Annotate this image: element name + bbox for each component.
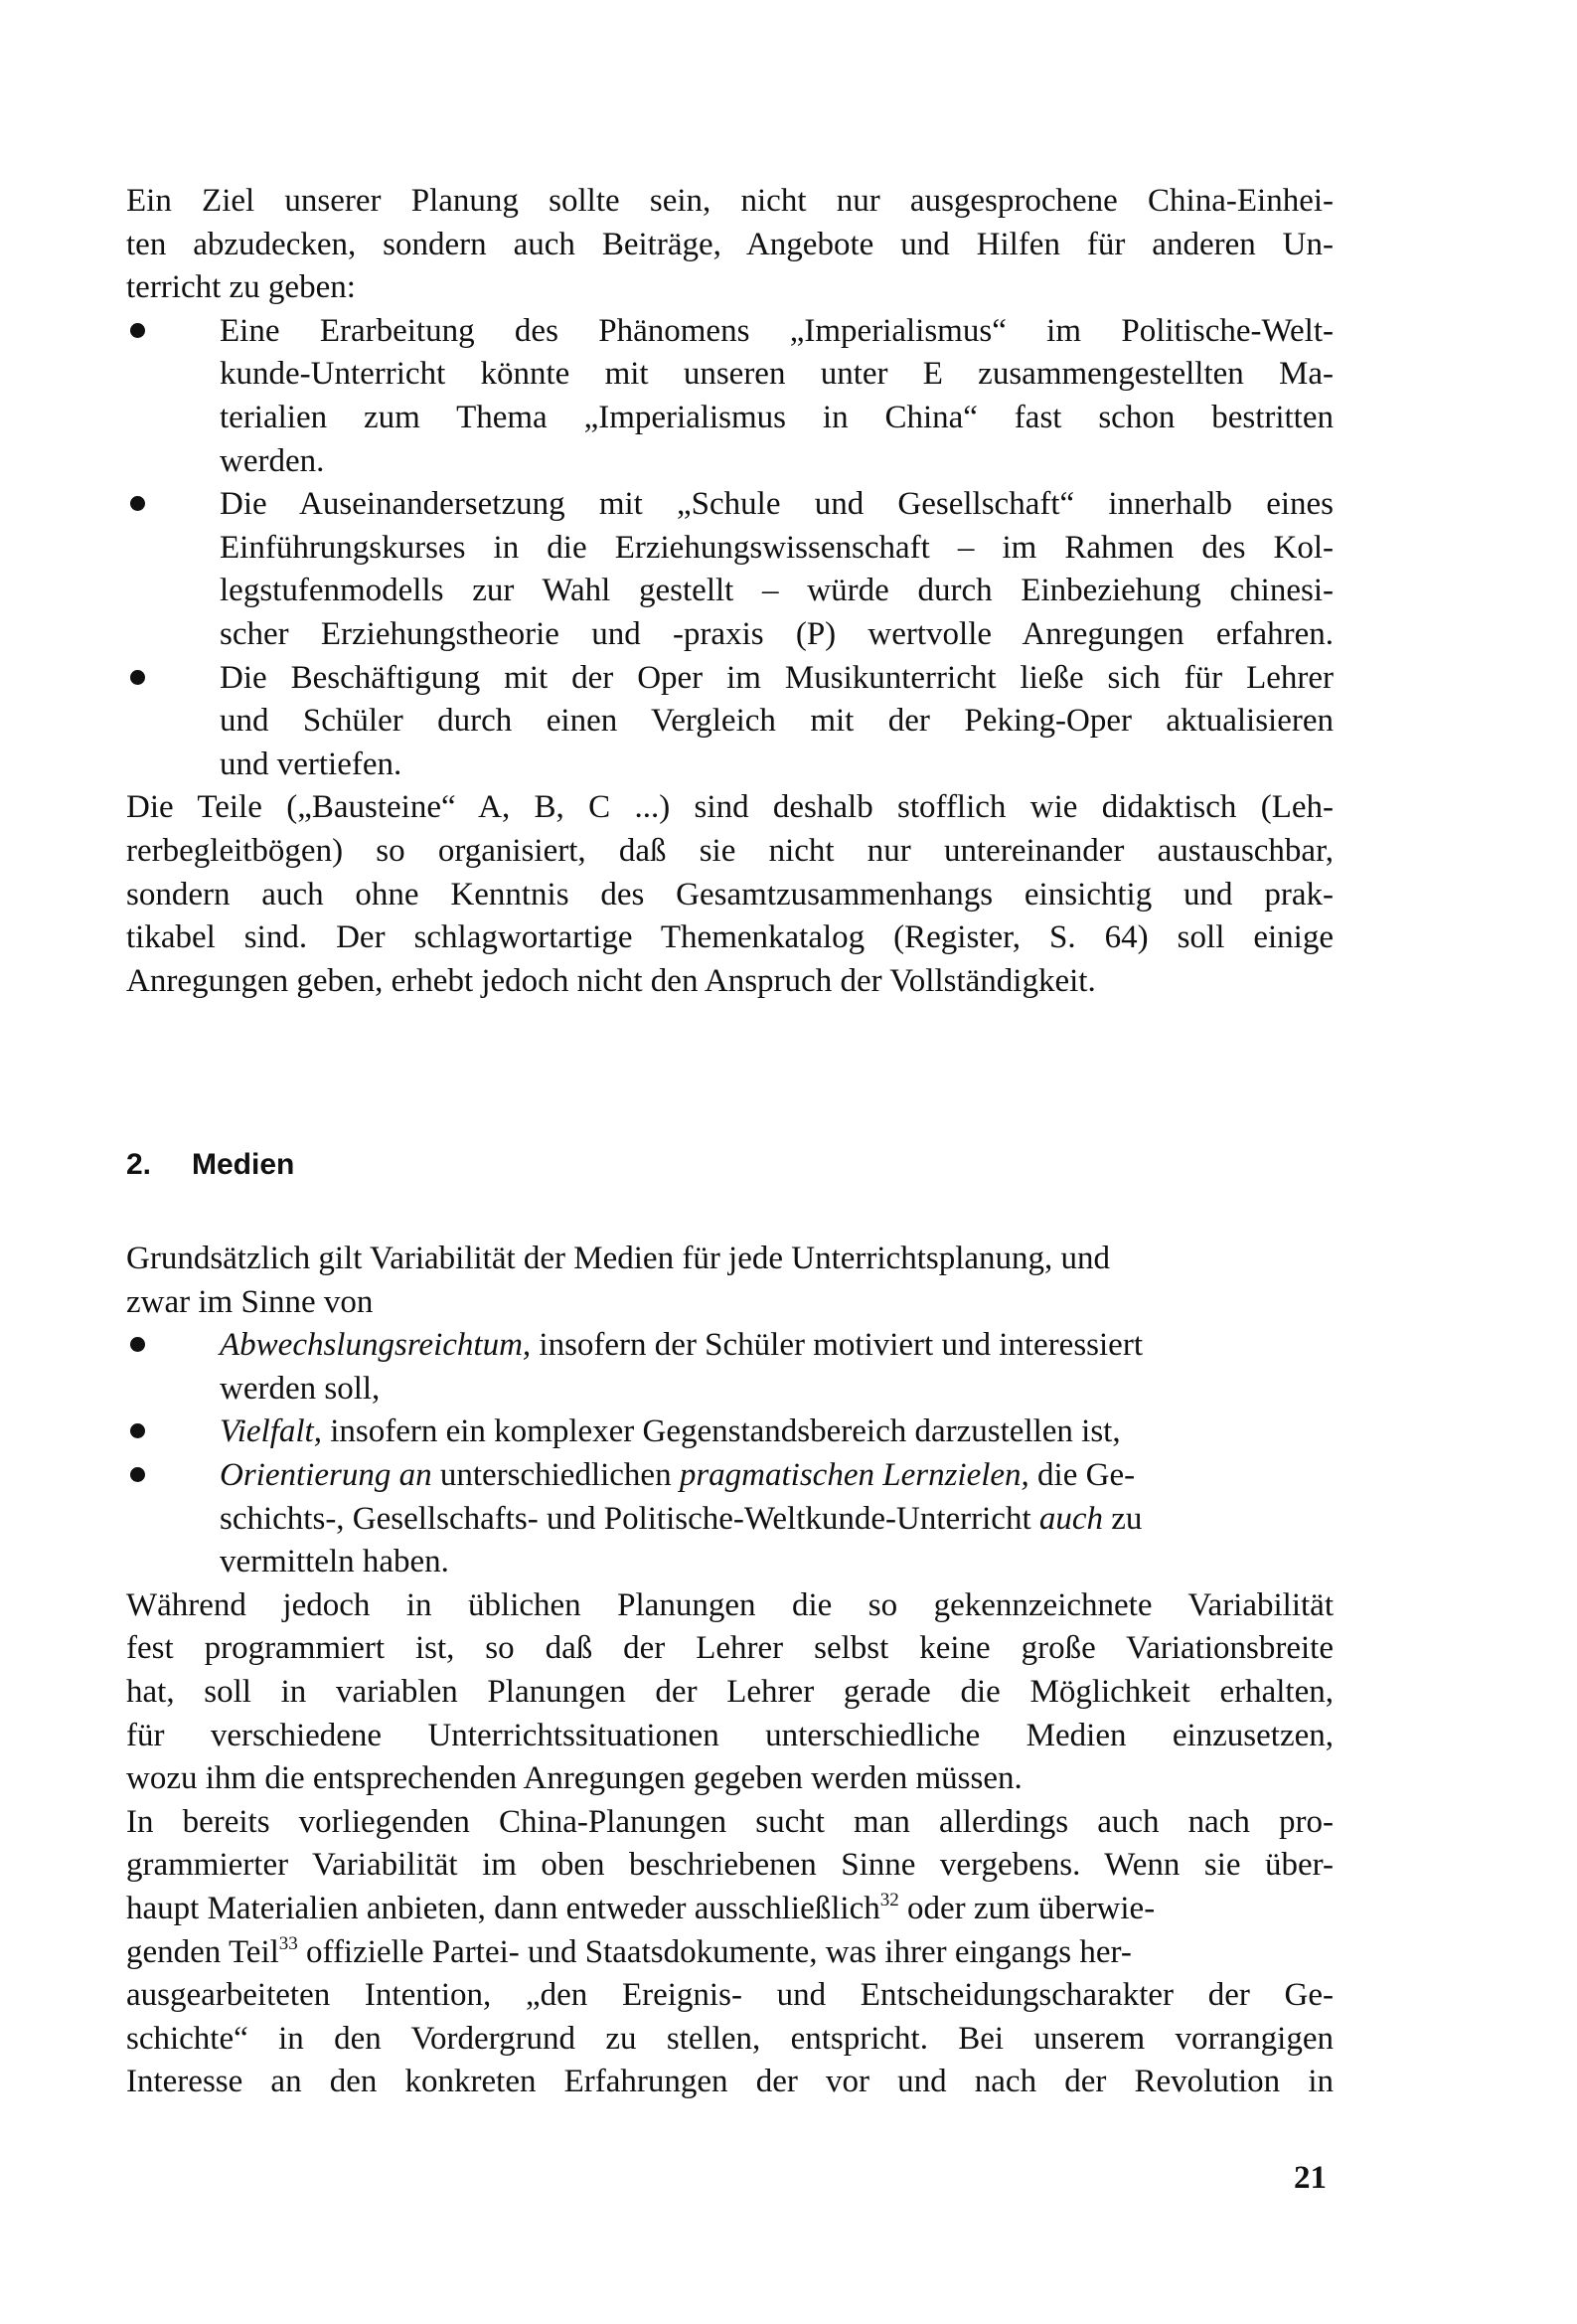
text-fragment: offizielle Partei- und Staatsdokumente, was ihrer eingangs her- bbox=[306, 1933, 1132, 1970]
text-line: zwar im Sinne von bbox=[126, 1283, 374, 1320]
section-heading bbox=[126, 1148, 294, 1182]
text-line: Die Auseinandersetzung mit „Schule und Gesellschaft“ innerhalb eines bbox=[220, 486, 1334, 523]
medien-text-block bbox=[126, 1238, 1334, 2104]
footnote-ref: 33 bbox=[278, 1932, 298, 1954]
intro-text-block bbox=[126, 180, 1334, 1003]
text-line: wozu ihm die entsprechenden Anregungen gegeben werden müssen. bbox=[126, 1760, 1023, 1797]
text-line: fest programmiert ist, so daß der Lehrer selbst keine große Variationsbreite bbox=[126, 1630, 1334, 1667]
section-title: Medien bbox=[192, 1148, 295, 1181]
text-fragment: unterschiedlichen bbox=[439, 1456, 672, 1493]
text-line: und Schüler durch einen Vergleich mit der Peking-Oper aktualisieren bbox=[220, 703, 1334, 740]
text-line: kunde-Unterricht könnte mit unseren unter E zusammengestellten Ma- bbox=[220, 356, 1334, 393]
text-line: werden. bbox=[220, 442, 325, 479]
text-line: tikabel sind. Der schlagwortartige Themenkatalog (Register, S. 64) soll einige bbox=[126, 919, 1334, 956]
bullet-item-imperialismus bbox=[126, 310, 1334, 354]
text-fragment: schichts-, Gesellschafts- und Politische-Weltkunde-Unterricht bbox=[220, 1500, 1031, 1537]
bullet-item-orientierung bbox=[126, 1454, 1334, 1498]
text-line: grammierter Variabilität im oben beschriebenen Sinne vergebens. Wenn sie über- bbox=[126, 1847, 1334, 1884]
text-fragment: insofern ein komplexer Gegenstandsbereich darzustellen ist, bbox=[330, 1413, 1121, 1450]
text-line: terricht zu geben: bbox=[126, 269, 356, 306]
text-line: Interesse an den konkreten Erfahrungen der vor und nach der Revolution in bbox=[126, 2064, 1334, 2100]
text-fragment: haupt Materialien anbieten, dann entweder ausschließlich bbox=[126, 1890, 880, 1926]
text-line: Eine Erarbeitung des Phänomens „Imperialismus“ im Politische-Welt- bbox=[220, 312, 1334, 349]
bullet-icon bbox=[130, 670, 145, 685]
text-fragment: zu bbox=[1111, 1500, 1143, 1537]
emphasis-term: pragmatischen Lernzielen, bbox=[679, 1456, 1029, 1493]
bullet-item-abwechslung bbox=[126, 1324, 1334, 1368]
text-line: ten abzudecken, sondern auch Beiträge, Angebote und Hilfen für anderen Un- bbox=[126, 226, 1334, 262]
text-fragment: genden Teil bbox=[126, 1933, 279, 1970]
text-line bbox=[126, 1498, 1334, 1542]
bullet-item-vielfalt bbox=[126, 1411, 1334, 1454]
bullet-item-oper bbox=[126, 657, 1334, 701]
text-line: hat, soll in variablen Planungen der Lehrer gerade die Möglichkeit erhalten, bbox=[126, 1673, 1334, 1710]
text-line: legstufenmodells zur Wahl gestellt – würde durch Einbeziehung chinesi- bbox=[220, 573, 1334, 609]
text-line: Ein Ziel unserer Planung sollte sein, nicht nur ausgesprochene China-Einhei- bbox=[126, 183, 1334, 219]
bullet-icon bbox=[130, 1423, 145, 1438]
text-line: rerbegleitbögen) so organisiert, daß sie nicht nur untereinander austauschbar, bbox=[126, 832, 1334, 869]
text-line: ausgearbeiteten Intention, „den Ereignis- und Entscheidungscharakter der Ge- bbox=[126, 1977, 1334, 2014]
text-line: In bereits vorliegenden China-Planungen sucht man allerdings auch nach pro- bbox=[126, 1803, 1334, 1840]
page-number: 21 bbox=[1294, 2160, 1327, 2196]
emphasis-term: auch bbox=[1038, 1500, 1104, 1537]
text-line: vermitteln haben. bbox=[220, 1544, 449, 1580]
emphasis-term: Vielfalt, bbox=[220, 1413, 322, 1450]
text-line: Anregungen geben, erhebt jedoch nicht den Anspruch der Vollständigkeit. bbox=[126, 962, 1096, 999]
text-fragment: die Ge- bbox=[1037, 1456, 1136, 1493]
emphasis-term: Abwechslungsreichtum, bbox=[220, 1327, 532, 1364]
bullet-icon bbox=[130, 1337, 145, 1352]
footnote-ref: 32 bbox=[879, 1889, 899, 1910]
text-line: für verschiedene Unterrichtssituationen unterschiedliche Medien einzusetzen, bbox=[126, 1717, 1334, 1753]
text-line: Die Beschäftigung mit der Oper im Musikunterricht ließe sich für Lehrer bbox=[220, 659, 1334, 696]
text-line: schichte“ in den Vordergrund zu stellen, entspricht. Bei unserem vorrangigen bbox=[126, 2020, 1334, 2057]
bullet-item-schule-gesellschaft bbox=[126, 483, 1334, 527]
text-line: Während jedoch in üblichen Planungen die so gekennzeichnete Variabilität bbox=[126, 1586, 1334, 1623]
emphasis-term: Orientierung an bbox=[220, 1456, 432, 1493]
text-line bbox=[126, 1888, 1334, 1931]
bullet-icon bbox=[130, 1467, 145, 1482]
section-number: 2. bbox=[126, 1148, 152, 1181]
text-line: terialien zum Thema „Imperialismus in China“ fast schon bestritten bbox=[220, 399, 1334, 435]
bullet-icon bbox=[130, 323, 145, 338]
text-line: sondern auch ohne Kenntnis des Gesamtzusammenhangs einsichtig und prak- bbox=[126, 876, 1334, 913]
text-line: Die Teile („Bausteine“ A, B, C ...) sind deshalb stofflich wie didaktisch (Leh- bbox=[126, 789, 1334, 826]
bullet-icon bbox=[130, 496, 145, 511]
text-line: Einführungskurses in die Erziehungswissenschaft – im Rahmen des Kol- bbox=[220, 529, 1334, 566]
text-fragment: insofern der Schüler motiviert und interessiert bbox=[539, 1327, 1143, 1364]
text-line: und vertiefen. bbox=[220, 746, 402, 782]
text-line: werden soll, bbox=[220, 1370, 381, 1407]
text-fragment: oder zum überwie- bbox=[906, 1890, 1156, 1926]
text-line: scher Erziehungstheorie und -praxis (P) wertvolle Anregungen erfahren. bbox=[220, 615, 1334, 652]
text-line: Grundsätzlich gilt Variabilität der Medien für jede Unterrichtsplanung, und bbox=[126, 1241, 1111, 1276]
text-line bbox=[126, 1931, 1334, 1975]
